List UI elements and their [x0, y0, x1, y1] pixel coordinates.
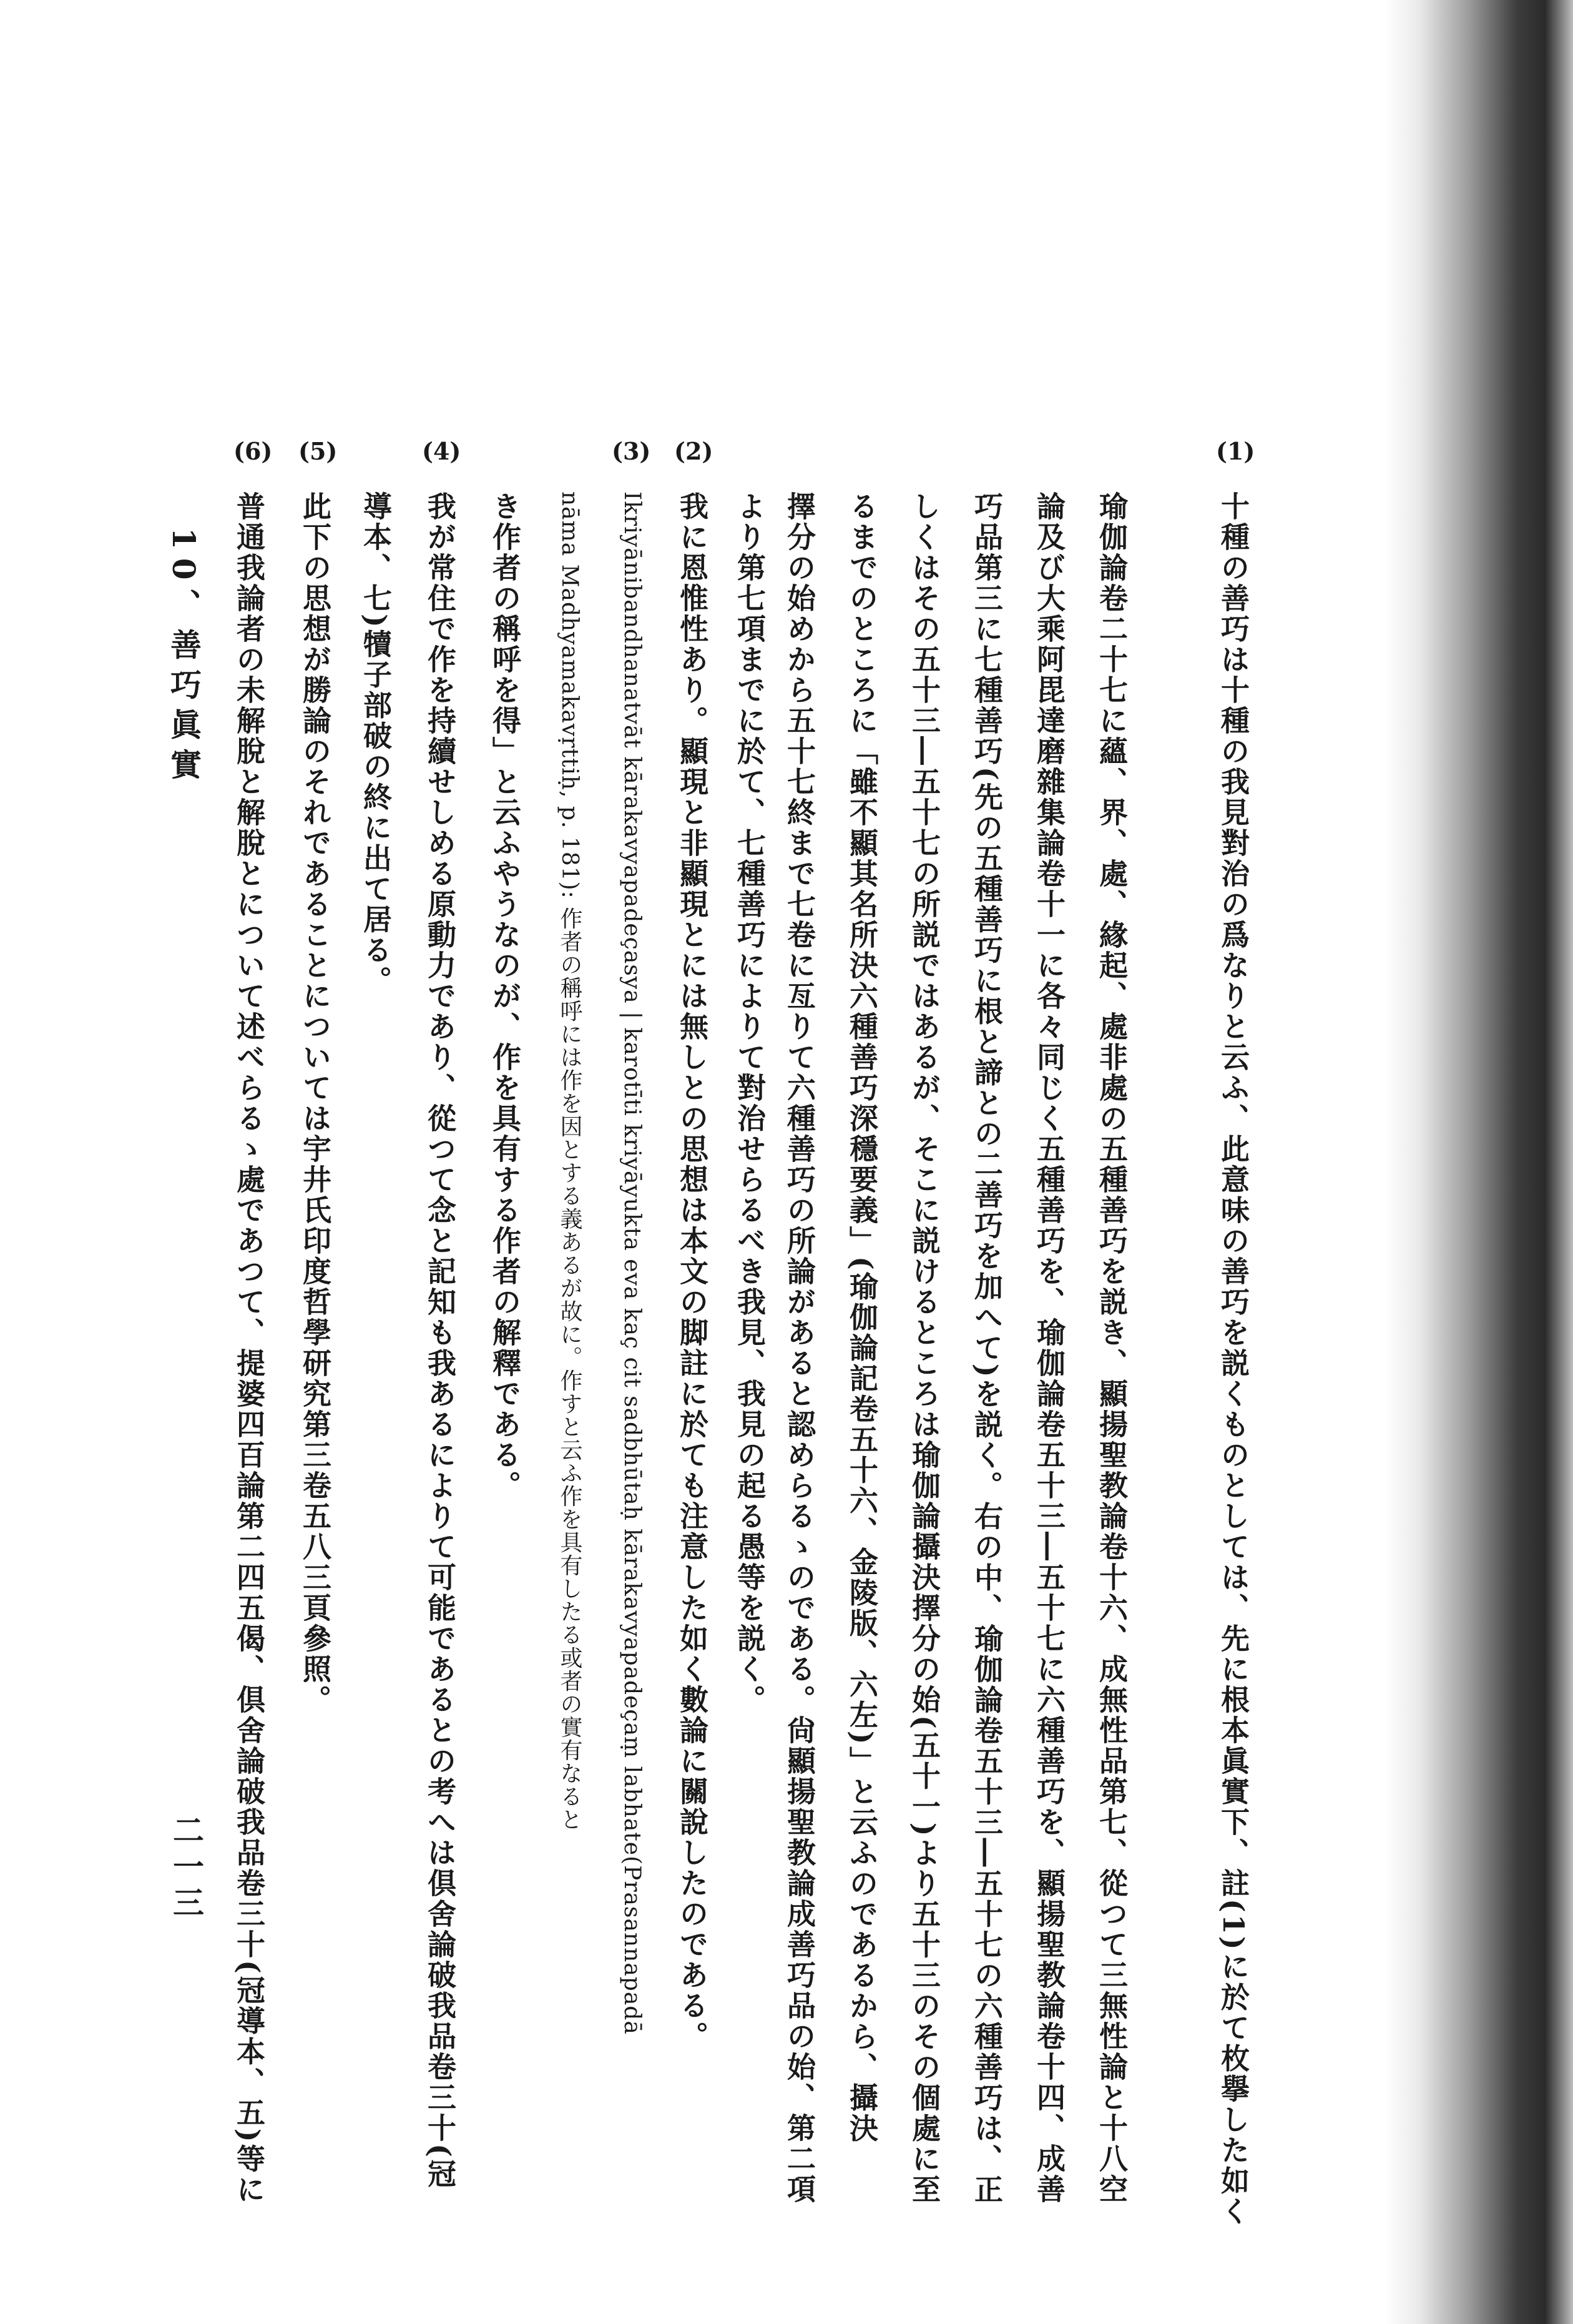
- note-2-marker: (2): [674, 437, 713, 465]
- note-4-line-1: 我が常住で作を持續せしめる原動力であり、從つて念と記知も我あるによりて可能であるとの考へは倶舍論破我品卷三十(冠: [423, 491, 457, 2190]
- note-4-line-2: 導本、七)犢子部破の終に出て居る。: [359, 491, 393, 997]
- note-1-line-5: しくはその五十三―五十七の所説ではあるが、そこに説けるところは瑜伽論攝決擇分の始(五十一)より五十三のその個處に至: [908, 491, 941, 2205]
- binding-shadow: [1386, 0, 1573, 2324]
- note-1-line-2: 瑜伽論卷二十七に蘊、界、處、緣起、處非處の五種善巧を説き、顯揚聖教論卷十六、成無性品第七、從つて三無性論と十八空: [1095, 491, 1129, 2205]
- note-5-line-1: 此下の思想が勝論のそれであることについては宇井氏印度哲學研究第三卷五八三頁參照。: [298, 491, 332, 1715]
- note-1-line-1: 十種の善巧は十種の我見對治の爲なりと云ふ、此意味の善巧を説くものとしては、先に根本眞實下、註(1)に於て枚擧した如く: [1217, 491, 1250, 2227]
- note-5-marker: (5): [298, 437, 338, 465]
- note-6-line-1: 普通我論者の未解脫と解脫とについて述べらるゝ處であつて、提婆四百論第二四五偈、倶舍論破我品卷三十(冠導本、五)等に: [232, 491, 266, 2205]
- note-3-line-2: nāma Madhyamakavṛttiḥ, p. 181): 作者の稱呼には作を因とする義あるが故に。作すと云ふ作を具有したる或者の實有なると: [557, 491, 582, 1831]
- note-1-marker: (1): [1216, 437, 1255, 465]
- note-1-line-8: より第七項までに於て、七種善巧によりて對治せらるべき我見、我見の起る愚等を説く。: [733, 491, 767, 1715]
- note-1-line-3: 論及び大乘阿毘達磨雜集論卷十一に各々同じく五種善巧を、瑜伽論卷五十三―五十七に六種善巧を、顯揚聖教論卷十四、成善: [1032, 491, 1066, 2205]
- note-3-marker: (3): [612, 437, 651, 465]
- note-4-marker: (4): [422, 437, 461, 465]
- note-2-line-1: 我に恩惟性あり。顯現と非顯現とには無しとの思想は本文の脚註に於ても注意した如く數論に關說したのである。: [675, 491, 709, 2052]
- page-number: 二一三: [168, 1814, 205, 1923]
- note-1-line-6: るまでのところに「雖不顯其名所決六種善巧深穩要義」(瑜伽論記卷五十六、金陵版、六左)」と云ふのであるから、攝決: [845, 491, 879, 2144]
- note-6-marker: (6): [233, 437, 273, 465]
- note-1-line-4: 巧品第三に七種善巧(先の五種善巧に根と諦との二善巧を加へて)を説く。右の中、瑜伽論卷五十三―五十七の六種善巧は、正: [970, 491, 1004, 2205]
- running-title: 10、善巧眞實: [165, 528, 202, 789]
- note-3-line-1: Ikriyānibandhanatvāt kārakavyapadeçasya | karotīti kriyāyukta eva kaç cit sadbhūtaḥ kārakavyapadeçaṃ labhate(Prasannapadā: [619, 491, 645, 2035]
- note-1-line-7: 擇分の始めから五十七終まで七卷に亙りて六種善巧の所論があると認めらるゝのである。尙顯揚聖教論成善巧品の始、第二項: [783, 491, 816, 2205]
- note-3-line-3: き作者の稱呼を得」と云ふやうなのが、作を具有する作者の解釋である。: [488, 491, 522, 1501]
